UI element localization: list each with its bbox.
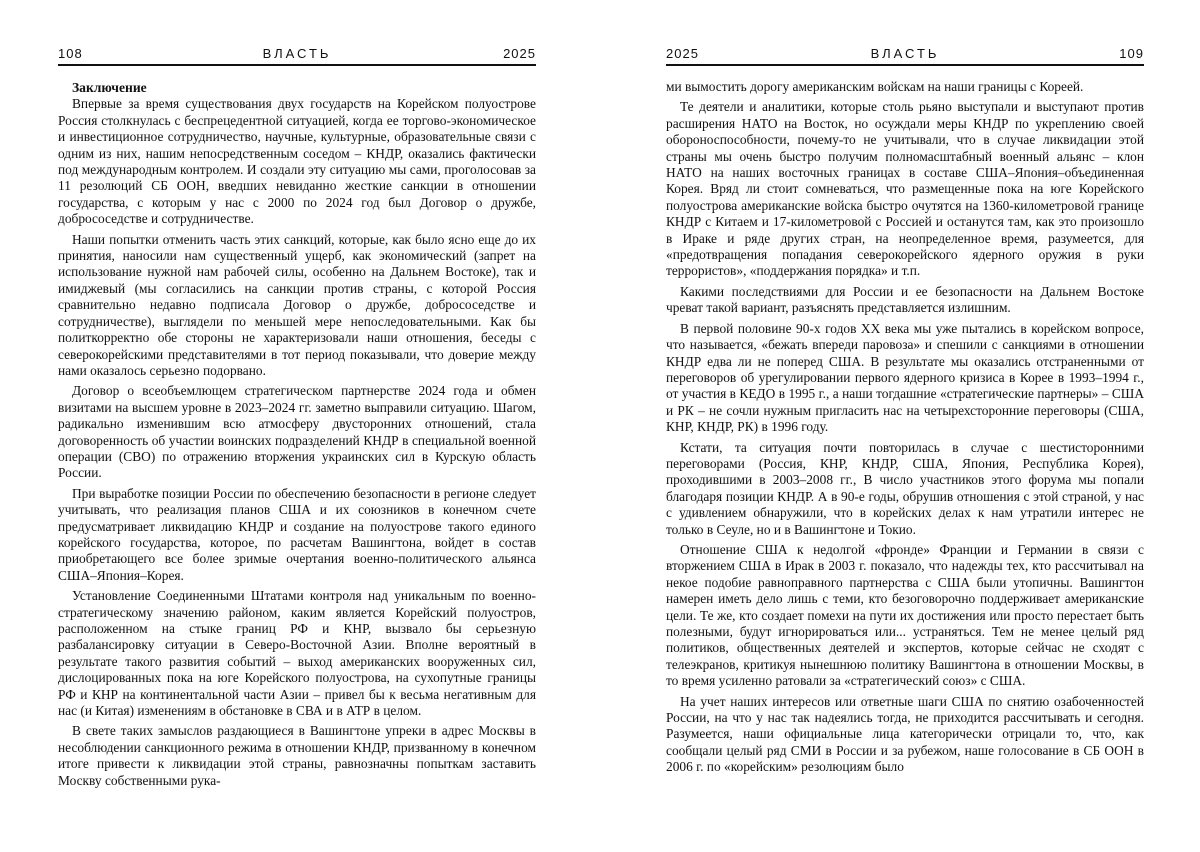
running-header (666, 44, 1144, 66)
paragraph: Наши попытки отменить часть этих санкций, которые, как было ясно еще до их принятия, наносили нам существенный ущерб, как экономический (запрет на использование нужной нам рабочей силы, особенно на Дальнем Востоке), так и имиджевый (мы согласились на санкции против страны, с которой Россия сравнительно недавно подписала Договор о дружбе, добрососедстве и сотрудничестве), выглядели по меньшей мере непоследовательными. Как бы политкорректно обе стороны не характеризовали наши отношения, беседы с северокорейскими представителями в тот период показывали, что доверие между нами оказалось серьезно подорвано. (58, 231, 536, 378)
page-number: 108 (58, 46, 83, 61)
paragraph: Отношение США к недолгой «фронде» Франции и Германии в связи с вторжением США в Ирак в 2003 г. показало, что надежды тех, кто рассчитывал на некое подобие равноправного партнерства с США были утопичны. Вашингтон намерен иметь дело лишь с теми, кто безоговорочно поддерживает американские цели. Те же, кто создает помехи на пути их достижения или просто перестает быть полезными, будут игнорироваться или... устраняться. Тем не менее целый ряд политиков, общественных деятелей и экспертов, которые сейчас не сходят с телеэкранов, критикуя нынешнюю политику Вашингтона в отношении Москвы, в то время усиленно ратовали за «стратегический союз» с США. (666, 541, 1144, 689)
left-page-body (58, 80, 536, 793)
running-header (58, 44, 536, 66)
paragraph: Кстати, та ситуация почти повторилась в случае с шестисторонними переговорами (Россия, КНР, КНДР, США, Япония, Республика Корея), проходившими в 2003–2008 гг., В число участников этого форума мы попали благодаря позиции КНДР. А в 90-е годы, обрушив отношения с этой страной, у нас с удивлением обнаружили, что в корейских делах к нам утратили интерес не только в Сеуле, но и в Вашингтоне и Токио. (666, 439, 1144, 537)
paragraph: Договор о всеобъемлющем стратегическом партнерстве 2024 года и обмен визитами на высшем уровне в 2023–2024 гг. заметно выправили ситуацию. Шагом, радикально изменившим всю атмосферу двусторонних отношений, стала договоренность об участии воинских подразделений КНДР в специальной военной операции (СВО) по отражению вторжения украинских сил в Курскую область России. (58, 383, 536, 481)
paragraph: Те деятели и аналитики, которые столь рьяно выступали и выступают против расширения НАТО на Восток, но осуждали меры КНДР по укреплению своей обороноспособности, почему-то не учитывали, что в случае ликвидации этой страны мы очень быстро получим полномасштабный военный альянс – клон НАТО на наших восточных границах в составе США–Япония–объединенная Корея. Вряд ли стоит сомневаться, что размещенные пока на юге Корейского полуострова американские войска быстро очутятся на 1360-километровой границе КНДР с Китаем и 17-километровой с Россией и останутся там, как это произошло в Ираке и ряде других стран, на неопределенное время, разумеется, для «предотвращения попадания северокорейского ядерного оружия в руки террористов», «поддержания порядка» и т.п. (666, 99, 1144, 279)
running-title: ВЛАСТЬ (262, 46, 332, 61)
year: 2025 (666, 46, 699, 61)
paragraph: При выработке позиции России по обеспечению безопасности в регионе следует учитывать, что реализация планов США и их союзников в конечном счете предусматривает ликвидацию КНДР и создание на полуострове такого единого корейского государства, которое, по расчетам Вашингтона, войдет в состав приобретающего все более зримые очертания военно-политического альянса США–Япония–Корея. (58, 485, 536, 583)
right-page (600, 0, 1200, 852)
paragraph: Впервые за время существования двух государств на Корейском полуострове Россия столкнулась с беспрецедентной ситуацией, когда ее торгово-экономическое и инвестиционное сотрудничество, научные, культурные, образовательные связи с одним из них, нашим непосредственным соседом – КНДР, оказались фактически под международным контролем. И создали эту ситуацию мы сами, проголосовав за 11 резолюций СБ ООН, введших невиданно жесткие санкции в отношении государства, с которым у нас с 2000 по 2024 год был Договор о дружбе, добрососедстве и сотрудничестве. (58, 96, 536, 227)
paragraph: Какими последствиями для России и ее безопасности на Дальнем Востоке чреват такой вариант, разъяснять представляется излишним. (666, 283, 1144, 316)
year: 2025 (503, 46, 536, 61)
right-page-body (666, 79, 1144, 780)
paragraph: На учет наших интересов или ответные шаги США по снятию озабоченностей России, на что у нас так надеялись тогда, не приходится рассчитывать и сегодня. Разумеется, наши официальные лица категорически отрицали то, что, как сообщали целый ряд СМИ в России и за рубежом, наше голосование в СБ ООН в 2006 г. по «корейским» резолюциям было (666, 693, 1144, 775)
section-heading: Заключение (72, 80, 147, 95)
running-title: ВЛАСТЬ (870, 46, 940, 61)
paragraph: Установление Соединенными Штатами контроля над уникальным по военно-стратегическому значению районом, каким является Корейский полуостров, расположенном на стыке границ РФ и КНР, вызвало бы серьезную разбалансировку ситуации в Северо-Восточной Азии. Вполне вероятный в результате такого развития событий – выход американских вооруженных сил, дислоцированных пока на юге Корейского полуострова, на сухопутные границы РФ и КНР на континентальной части Азии – привел бы к весьма негативным для нас (и Китая) изменениям в обстановке в СВА и в АТР в целом. (58, 588, 536, 719)
paragraph: В свете таких замыслов раздающиеся в Вашингтоне упреки в адрес Москвы в несоблюдении санкционного режима в отношении КНДР, призванному в конечном итоге привести к ликвидации этой страны, равнозначны попыткам заставить Москву собственными рука- (58, 723, 536, 788)
paragraph: В первой половине 90-х годов XX века мы уже пытались в корейском вопросе, что называется, «бежать впереди паровоза» и спешили с санкциями в отношении КНДР едва ли не поперед США. В результате мы оказались отстраненными от переговоров об урегулировании первого ядерного кризиса в Корее в 1993–1994 г., от участия в КЕДО в 1995 г., а наши тогдашние «стратегические партнеры» – США и РК – не сочли нужным пригласить нас на четырехсторонние переговоры (США, КНР, КНДР, РК) в 1996 году. (666, 320, 1144, 435)
paragraph-continuation: ми вымостить дорогу американским войскам на наши границы с Кореей. (666, 79, 1084, 94)
page-number: 109 (1119, 46, 1144, 61)
